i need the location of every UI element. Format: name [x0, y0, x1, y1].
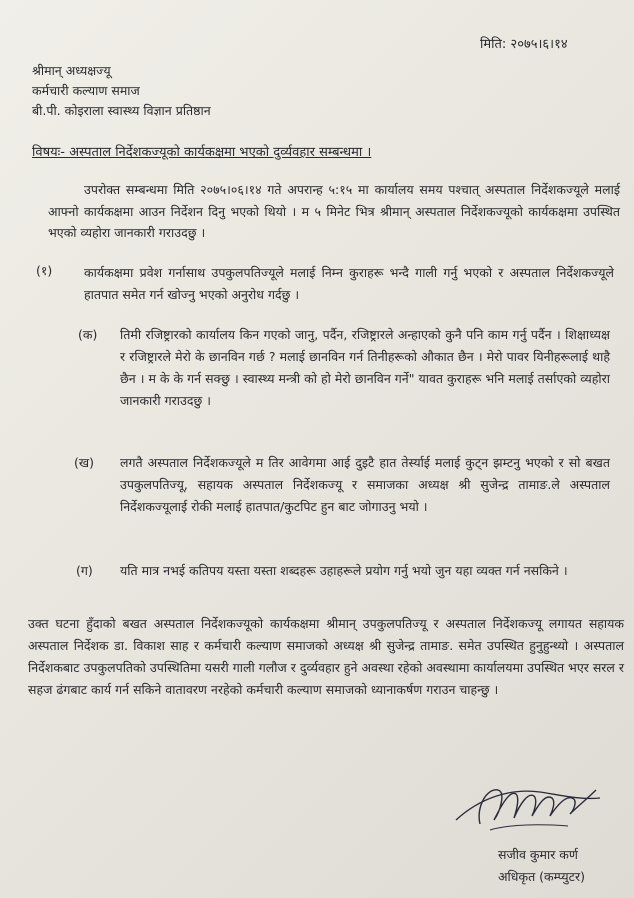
recipient-line-1: श्रीमान् अध्यक्षज्यू: [32, 63, 111, 78]
subpoint-kha-text: लगतै अस्पताल निर्देशकज्यूले म तिर आवेगमा आई दुइटै हात तेर्स्याई मलाई कुट्न झम्टनु भएको र सो बखत उपकुलपतिज्यू, सहायक अस्पताल निर्देशकज्यू र समाजका अध्यक्ष श्री सुजेन्द्र तामाङ.ले अस्पताल निर्देशकज्यूलाई रोकी मलाई हातपात/कुटपिट हुन बाट जोगाउनु भयो ।: [120, 455, 610, 514]
letter-date: मिति: २०७५।६।१४: [480, 37, 568, 52]
signatory-name: सजीव कुमार कर्ण: [498, 847, 578, 862]
point-1-text: कार्यकक्षमा प्रवेश गर्नासाथ उपकुलपतिज्यूले मलाई निम्न कुराहरू भन्दै गाली गर्नु भएको र अस्पताल निर्देशकज्यूले हातपात समेत गर्न खोज्नु भएको अनुरोध गर्दछु ।: [84, 265, 614, 302]
letter-subject: विषयः- अस्पताल निर्देशकज्यूको कार्यकक्षमा भएको दुर्व्यवहार सम्बन्धमा ।: [32, 145, 372, 160]
intro-paragraph: उपरोक्त सम्बन्धमा मिति २०७५।०६।१४ गते अपरान्ह ५:१५ मा कार्यालय समय पश्चात् अस्पताल निर्देशकज्यूले मलाई आफ्नो कार्यकक्षमा आउन निर्देशन दिनु भएको थियो । म ५ मिनेट भित्र श्रीमान् अस्पताल निर्देशकज्यूको कार्यकक्षमा उपस्थित भएको व्यहोरा जानकारी गराउदछु ।: [48, 182, 620, 240]
subpoint-ga-label: (ग): [76, 563, 93, 578]
subpoint-kha-label: (ख): [74, 455, 94, 470]
recipient-line-2: कर्मचारी कल्याण समाज: [32, 83, 140, 98]
closing-paragraph: उक्त घटना हुँदाको बखत अस्पताल निर्देशकज्यूको कार्यकक्षमा श्रीमान् उपकुलपतिज्यू र अस्पताल निर्देशकज्यू लगायत सहायक अस्पताल निर्देशक डा. विकाश साह र कर्मचारी कल्याण समाजको अध्यक्ष श्री सुजेन्द्र तामाङ. समेत उपस्थित हुनुहुन्थ्यो । अस्पताल निर्देशकबाट उपकुलपतिको उपस्थितिमा यसरी गाली गलौज र दुर्व्यवहार हुने अवस्था रहेको अवस्थामा कार्यालयमा उपस्थित भएर सरल र सहज ढंगबाट कार्य गर्न सकिने वातावरण नरहेको कर्मचारी कल्याण समाजको ध्यानाकर्षण गराउन चाहन्छु ।: [28, 616, 624, 697]
subpoint-ka-text: तिमी रजिष्ट्रारको कार्यालय किन गएको जानु, पर्दैन, रजिष्ट्रारले अन्हाएको कुनै पनि काम गर्नु पर्दैन । शिक्षाध्यक्ष र रजिष्ट्रारले मेरो के छानविन गर्छ ? मलाई छानविन गर्न तिनीहरूको औकात छैन । मेरो पावर यिनीहरूलाई थाहै छैन । म के के गर्न सक्छु । स्वास्थ्य मन्त्री को हो मेरो छानविन गर्ने" यावत कुराहरू भनि मलाई तर्साएको व्यहोरा जानकारी गराउदछु ।: [120, 327, 610, 408]
subpoint-ka-label: (क): [78, 327, 98, 342]
subpoint-ga-text: यति मात्र नभई कतिपय यस्ता यस्ता शब्दहरू उहाहरूले प्रयोग गर्नु भयो जुन यहा व्यक्त गर्न नसकिने ।: [120, 563, 568, 578]
handwritten-signature: [450, 768, 620, 840]
recipient-line-3: बी.पी. कोइराला स्वास्थ्य विज्ञान प्रतिष्ठान: [32, 103, 211, 118]
point-1-number: (१): [36, 263, 53, 278]
signatory-title: अधिकृत (कम्प्युटर): [498, 869, 585, 884]
